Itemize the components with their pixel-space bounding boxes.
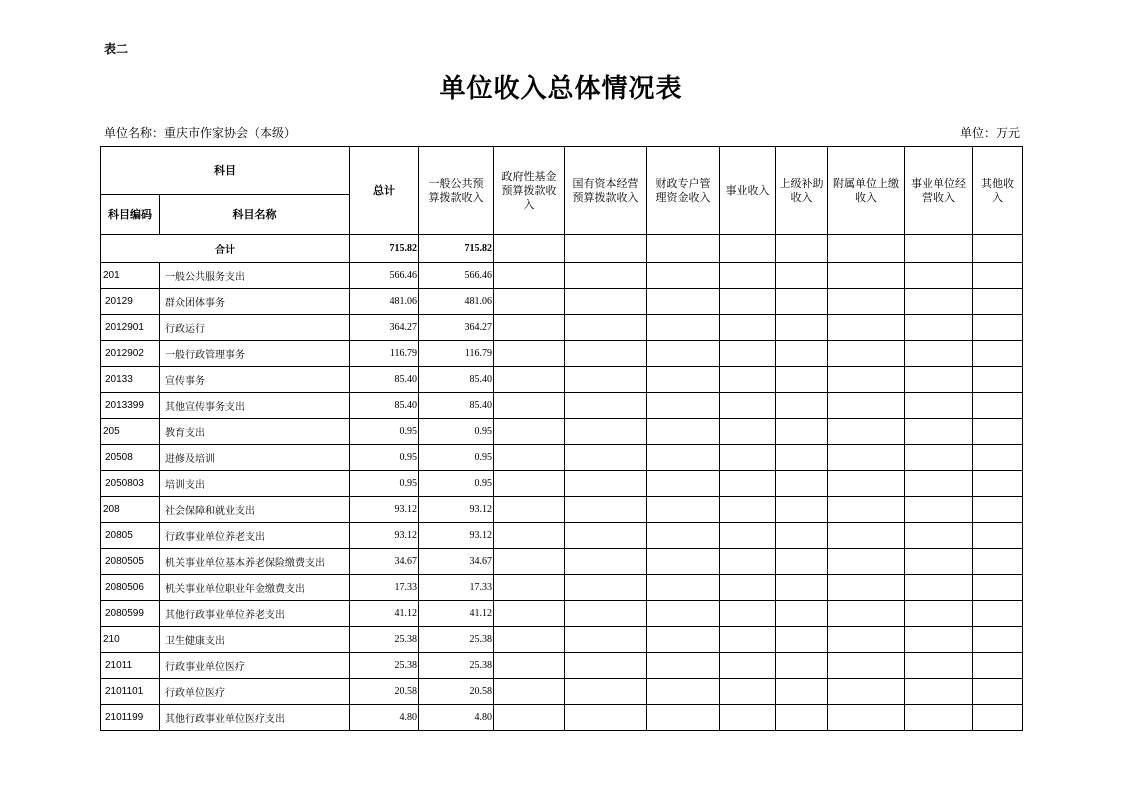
empty-cell [973,497,1023,523]
empty-cell [973,549,1023,575]
row-code: 208 [101,497,160,523]
empty-cell [565,653,647,679]
row-name: 群众团体事务 [160,289,350,315]
empty-cell [494,367,565,393]
row-total: 0.95 [350,471,419,497]
empty-cell [905,549,973,575]
empty-cell [828,393,905,419]
empty-cell [494,393,565,419]
row-general-budget: 85.40 [419,367,494,393]
row-code: 2012901 [101,315,160,341]
empty-cell [494,653,565,679]
empty-cell [494,705,565,731]
empty-cell [494,627,565,653]
table-number-label: 表二 [104,42,129,56]
empty-cell [494,315,565,341]
table-row [101,601,1023,627]
empty-cell [720,523,776,549]
empty-cell [494,235,565,263]
row-general-budget: 85.40 [419,393,494,419]
total-row-total: 715.82 [350,235,419,263]
empty-cell [905,575,973,601]
row-code: 2101101 [101,679,160,705]
empty-cell [828,315,905,341]
row-general-budget: 481.06 [419,289,494,315]
row-code: 2080599 [101,601,160,627]
row-general-budget: 4.80 [419,705,494,731]
table-row [101,627,1023,653]
empty-cell [720,627,776,653]
empty-cell [647,367,720,393]
row-general-budget: 93.12 [419,497,494,523]
unit-label: 单位：万元 [959,126,1020,140]
table-row [101,653,1023,679]
total-row [101,235,1023,263]
empty-cell [828,523,905,549]
row-name: 行政事业单位养老支出 [160,523,350,549]
empty-cell [776,679,828,705]
table-row [101,471,1023,497]
row-total: 0.95 [350,445,419,471]
empty-cell [973,315,1023,341]
empty-cell [647,445,720,471]
row-name: 教育支出 [160,419,350,445]
empty-cell [973,445,1023,471]
header-subject-name: 科目名称 [160,195,350,235]
row-name: 社会保障和就业支出 [160,497,350,523]
row-name: 卫生健康支出 [160,627,350,653]
empty-cell [776,393,828,419]
empty-cell [828,471,905,497]
row-name: 行政单位医疗 [160,679,350,705]
row-name: 培训支出 [160,471,350,497]
row-general-budget: 25.38 [419,653,494,679]
empty-cell [647,341,720,367]
header-general-budget [419,147,494,235]
row-total: 41.12 [350,601,419,627]
row-name: 一般行政管理事务 [160,341,350,367]
row-code: 2101199 [101,705,160,731]
empty-cell [494,549,565,575]
empty-cell [494,601,565,627]
row-code: 2080506 [101,575,160,601]
empty-cell [647,315,720,341]
empty-cell [905,601,973,627]
row-code: 2013399 [101,393,160,419]
row-general-budget: 566.46 [419,263,494,289]
empty-cell [905,419,973,445]
empty-cell [720,471,776,497]
header-special-fund-text: 财政专户管理资金收入 [655,176,711,204]
row-general-budget: 0.95 [419,445,494,471]
empty-cell [565,367,647,393]
empty-cell [828,289,905,315]
empty-cell [973,679,1023,705]
empty-cell [828,575,905,601]
empty-cell [494,497,565,523]
empty-cell [905,263,973,289]
table-row [101,679,1023,705]
empty-cell [565,523,647,549]
row-name: 机关事业单位基本养老保险缴费支出 [160,549,350,575]
table-row [101,341,1023,367]
empty-cell [973,523,1023,549]
empty-cell [828,235,905,263]
row-total: 364.27 [350,315,419,341]
empty-cell [720,367,776,393]
empty-cell [973,653,1023,679]
table-row [101,289,1023,315]
empty-cell [720,393,776,419]
empty-cell [494,419,565,445]
row-total: 93.12 [350,523,419,549]
empty-cell [494,341,565,367]
row-code: 2050803 [101,471,160,497]
header-gov-fund-text: 政府性基金预算拨款收入 [501,169,557,211]
empty-cell [647,263,720,289]
empty-cell [565,549,647,575]
empty-cell [973,627,1023,653]
income-summary-table [100,146,1023,731]
row-name: 宣传事务 [160,367,350,393]
row-code: 20129 [101,289,160,315]
empty-cell [720,289,776,315]
empty-cell [828,705,905,731]
empty-cell [647,653,720,679]
header-operating-income [905,147,973,235]
header-state-capital-text: 国有资本经营预算拨款收入 [572,176,639,204]
empty-cell [565,419,647,445]
header-subject-code: 科目编码 [101,195,160,235]
empty-cell [647,601,720,627]
empty-cell [905,497,973,523]
header-operating-income-text: 事业单位经营收入 [911,176,966,204]
empty-cell [776,705,828,731]
empty-cell [647,549,720,575]
row-general-budget: 17.33 [419,575,494,601]
row-total: 116.79 [350,341,419,367]
empty-cell [494,445,565,471]
empty-cell [565,575,647,601]
empty-cell [828,263,905,289]
empty-cell [905,367,973,393]
empty-cell [973,419,1023,445]
empty-cell [494,523,565,549]
table-row [101,419,1023,445]
empty-cell [776,523,828,549]
empty-cell [973,393,1023,419]
row-total: 20.58 [350,679,419,705]
table-row [101,705,1023,731]
row-total: 17.33 [350,575,419,601]
table-row [101,549,1023,575]
row-code: 20508 [101,445,160,471]
empty-cell [565,341,647,367]
row-general-budget: 20.58 [419,679,494,705]
empty-cell [647,705,720,731]
empty-cell [720,705,776,731]
table-row [101,393,1023,419]
empty-cell [565,445,647,471]
row-general-budget: 34.67 [419,549,494,575]
row-total: 34.67 [350,549,419,575]
row-total: 0.95 [350,419,419,445]
empty-cell [973,235,1023,263]
header-special-fund [647,147,720,235]
row-total: 25.38 [350,653,419,679]
empty-cell [720,341,776,367]
row-general-budget: 0.95 [419,471,494,497]
row-code: 21011 [101,653,160,679]
empty-cell [905,445,973,471]
empty-cell [565,263,647,289]
empty-cell [828,341,905,367]
empty-cell [973,263,1023,289]
row-general-budget: 0.95 [419,419,494,445]
empty-cell [905,627,973,653]
empty-cell [720,235,776,263]
empty-cell [905,523,973,549]
empty-cell [720,575,776,601]
row-name: 其他行政事业单位医疗支出 [160,705,350,731]
row-general-budget: 116.79 [419,341,494,367]
table-row [101,445,1023,471]
row-general-budget: 364.27 [419,315,494,341]
row-total: 85.40 [350,393,419,419]
empty-cell [776,471,828,497]
row-name: 其他行政事业单位养老支出 [160,601,350,627]
table-row [101,367,1023,393]
empty-cell [776,497,828,523]
header-subject: 科目 [101,147,350,195]
empty-cell [720,549,776,575]
empty-cell [565,471,647,497]
empty-cell [905,653,973,679]
row-code: 210 [101,627,160,653]
empty-cell [776,341,828,367]
empty-cell [828,627,905,653]
empty-cell [828,497,905,523]
row-name: 一般公共服务支出 [160,263,350,289]
empty-cell [494,263,565,289]
empty-cell [776,601,828,627]
empty-cell [494,575,565,601]
header-affiliated-income-text: 附属单位上缴收入 [833,176,899,204]
empty-cell [720,653,776,679]
header-general-budget-text: 一般公共预算拨款收入 [428,176,484,204]
row-code: 201 [101,263,160,289]
empty-cell [565,601,647,627]
row-code: 205 [101,419,160,445]
empty-cell [905,705,973,731]
empty-cell [565,705,647,731]
empty-cell [776,315,828,341]
empty-cell [828,601,905,627]
header-affiliated-income [828,147,905,235]
empty-cell [776,549,828,575]
empty-cell [565,497,647,523]
row-total: 566.46 [350,263,419,289]
row-general-budget: 41.12 [419,601,494,627]
header-superior-subsidy-text: 上级补助收入 [779,176,824,204]
header-gov-fund [494,147,565,235]
empty-cell [647,471,720,497]
row-total: 481.06 [350,289,419,315]
empty-cell [720,419,776,445]
empty-cell [776,445,828,471]
row-total: 25.38 [350,627,419,653]
empty-cell [973,341,1023,367]
empty-cell [776,289,828,315]
empty-cell [565,289,647,315]
header-business-income: 事业收入 [720,147,776,235]
row-name: 进修及培训 [160,445,350,471]
empty-cell [720,601,776,627]
row-name: 行政事业单位医疗 [160,653,350,679]
empty-cell [494,289,565,315]
page-title: 单位收入总体情况表 [439,74,683,104]
empty-cell [828,367,905,393]
row-name: 行政运行 [160,315,350,341]
empty-cell [720,445,776,471]
empty-cell [905,471,973,497]
empty-cell [828,679,905,705]
empty-cell [565,393,647,419]
empty-cell [647,575,720,601]
row-name: 机关事业单位职业年金缴费支出 [160,575,350,601]
empty-cell [973,601,1023,627]
row-code: 2080505 [101,549,160,575]
empty-cell [776,653,828,679]
empty-cell [828,653,905,679]
empty-cell [905,315,973,341]
empty-cell [720,679,776,705]
empty-cell [647,497,720,523]
table-row [101,575,1023,601]
empty-cell [905,289,973,315]
row-general-budget: 93.12 [419,523,494,549]
empty-cell [828,445,905,471]
empty-cell [776,235,828,263]
empty-cell [905,235,973,263]
empty-cell [494,679,565,705]
row-code: 20805 [101,523,160,549]
header-other-income-text: 其他收入 [981,176,1014,204]
empty-cell [973,367,1023,393]
empty-cell [647,679,720,705]
empty-cell [905,341,973,367]
empty-cell [905,393,973,419]
total-row-label: 合计 [101,235,350,263]
empty-cell [776,419,828,445]
row-total: 93.12 [350,497,419,523]
empty-cell [565,315,647,341]
empty-cell [973,575,1023,601]
empty-cell [565,679,647,705]
organization-name: 单位名称：重庆市作家协会（本级） [104,126,297,140]
row-total: 85.40 [350,367,419,393]
empty-cell [720,315,776,341]
empty-cell [494,471,565,497]
table-row [101,523,1023,549]
row-total: 4.80 [350,705,419,731]
table-row [101,497,1023,523]
row-code: 20133 [101,367,160,393]
header-state-capital [565,147,647,235]
row-code: 2012902 [101,341,160,367]
header-superior-subsidy [776,147,828,235]
row-general-budget: 25.38 [419,627,494,653]
empty-cell [828,419,905,445]
empty-cell [776,627,828,653]
empty-cell [973,289,1023,315]
empty-cell [647,235,720,263]
empty-cell [776,263,828,289]
table-row [101,315,1023,341]
empty-cell [647,289,720,315]
empty-cell [776,575,828,601]
empty-cell [565,235,647,263]
table-row [101,263,1023,289]
empty-cell [647,419,720,445]
empty-cell [905,679,973,705]
empty-cell [828,549,905,575]
row-name: 其他宣传事务支出 [160,393,350,419]
empty-cell [647,393,720,419]
empty-cell [647,523,720,549]
empty-cell [973,471,1023,497]
empty-cell [973,705,1023,731]
empty-cell [647,627,720,653]
empty-cell [720,263,776,289]
header-total: 总计 [350,147,419,235]
total-row-general-budget: 715.82 [419,235,494,263]
empty-cell [776,367,828,393]
header-other-income [973,147,1023,235]
empty-cell [720,497,776,523]
empty-cell [565,627,647,653]
